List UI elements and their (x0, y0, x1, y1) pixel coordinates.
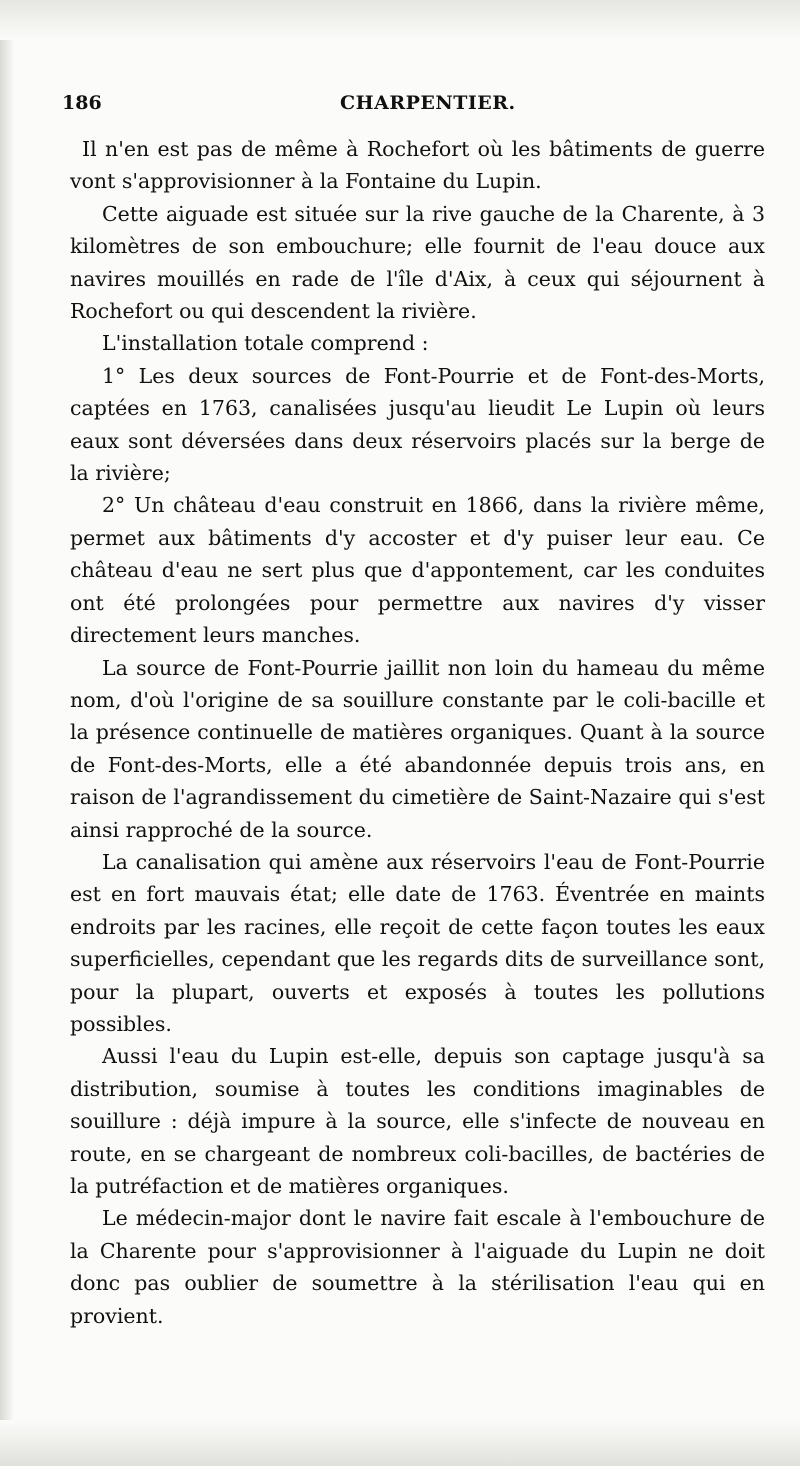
paragraph-4: 1° Les deux sources de Font-Pourrie et de Font-des-Morts, captées en 1763, canalisées jusqu'au lieudit Le Lupin où leurs eaux sont déversées dans deux réservoirs placés sur la berge de la rivière; (70, 363, 765, 486)
paragraph-6: La source de Font-Pourrie jaillit non loin du hameau du même nom, d'où l'origine de sa souillure constante par le coli-bacille et la présence continuelle de matières organiques. Quant à la source de Font-des-Morts, elle a été abandonnée depuis trois ans, en raison de l'agrandissement du cimetière de Saint-Nazaire qui s'est ainsi rapproché de la source. (70, 655, 765, 842)
page-header (62, 92, 762, 122)
body-text (70, 133, 765, 1332)
running-head: CHARPENTIER. (340, 92, 516, 114)
paragraph-7: La canalisation qui amène aux réservoirs l'eau de Font-Pourrie est en fort mauvais état; elle date de 1763. Éventrée en maints endroits par les racines, elle reçoit de cette façon toutes les eaux superficielles, cependant que les regards dits de surveillance sont, pour la plupart, ouverts et exposés à toutes les pollutions possibles. (70, 849, 765, 1036)
paragraph-5: 2° Un château d'eau construit en 1866, dans la rivière même, permet aux bâtiments d'y accoster et d'y puiser leur eau. Ce château d'eau ne sert plus que d'appontement, car les conduites ont été prolongées pour permettre aux navires d'y visser directement leurs manches. (70, 493, 765, 648)
paragraph-2: Cette aiguade est située sur la rive gauche de la Charente, à 3 kilomètres de son embouchure; elle fournit de l'eau douce aux navires mouillés en rade de l'île d'Aix, à ceux qui séjournent à Rochefort ou qui descendent la rivière. (70, 201, 765, 324)
scan-edge-top (0, 0, 800, 40)
paragraph-3: L'installation totale comprend : (102, 331, 429, 356)
scan-edge-bottom (0, 1420, 800, 1466)
page-number: 186 (62, 92, 102, 114)
paragraph-9: Le médecin-major dont le navire fait escale à l'embouchure de la Charente pour s'approvisionner à l'aiguade du Lupin ne doit donc pas oublier de soumettre à la stérilisation l'eau qui en provient. (70, 1206, 765, 1328)
paragraph-8: Aussi l'eau du Lupin est-elle, depuis son captage jusqu'à sa distribution, soumise à toutes les conditions imaginables de souillure : déjà impure à la source, elle s'infecte de nouveau en route, en se chargeant de nombreux coli-bacilles, de bactéries de la putréfaction et de matières organiques. (70, 1044, 765, 1198)
scan-edge-left (0, 0, 14, 1466)
paragraph-1: Il n'en est pas de même à Rochefort où les bâtiments de guerre vont s'approvisionner à la Fontaine du Lupin. (70, 137, 765, 194)
